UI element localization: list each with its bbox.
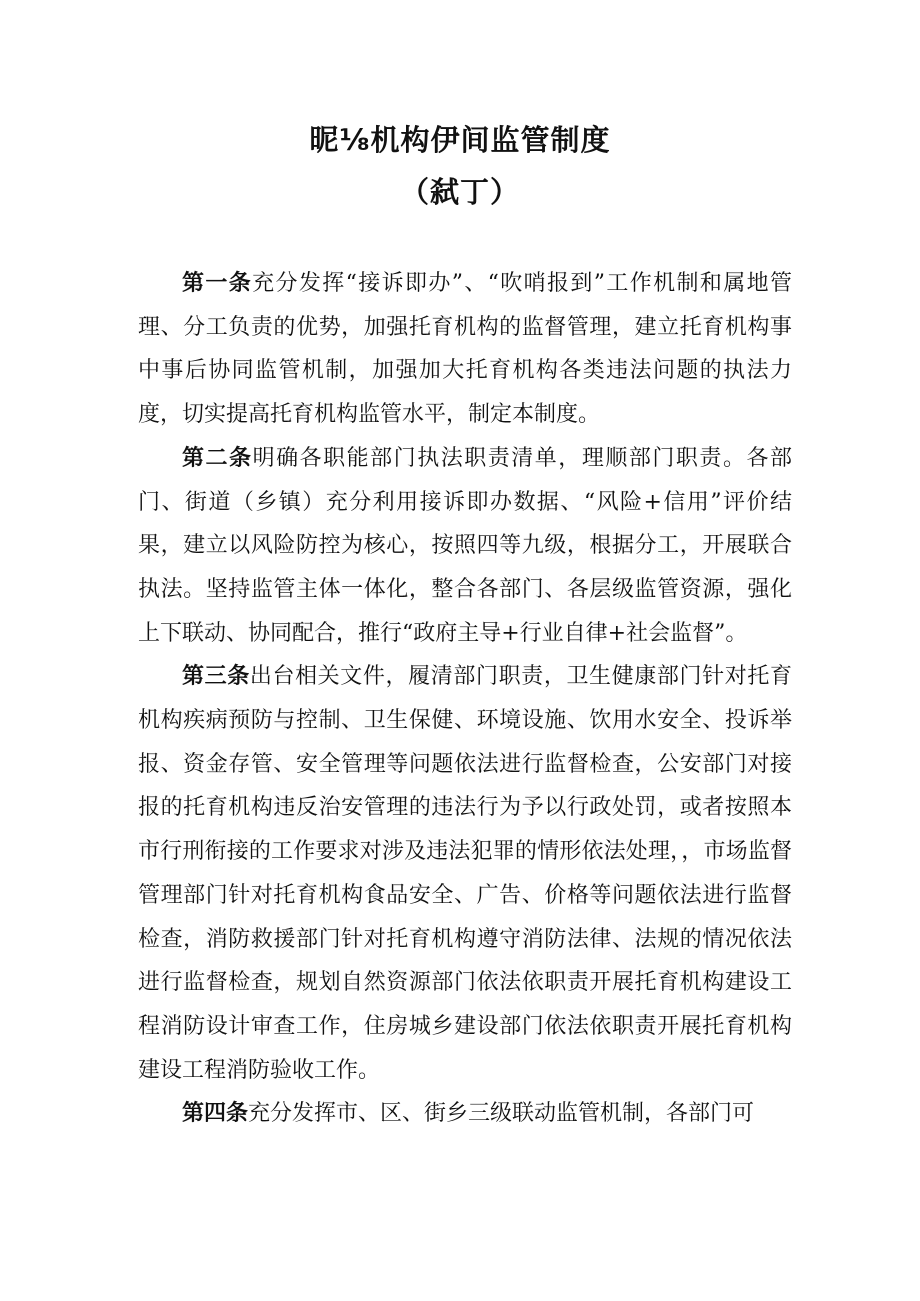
article-2-text: 明确各职能部门执法职责清单，理顺部门职责。各部门、街道（乡镇）充分利用接诉即办数据、“风险+信用”评价结果，建立以风险防控为核心，按照四等九级，根据分工，开展联合执法。坚持监管主体一体化，整合各部门、各层级监管资源，强化上下联动、协同配合，推行“政府主导+行业自律+社会监督”。 [138, 445, 792, 646]
article-4-text: 充分发挥市、区、街乡三级联动监管机制，各部门可 [248, 1101, 755, 1127]
article-4-paragraph [138, 1092, 792, 1136]
article-2-label: 第二条 [182, 445, 253, 471]
document-subtitle: （弑丁） [399, 175, 520, 209]
document-title: 昵⅛机构伊间监管制度 [309, 123, 611, 157]
article-4-label: 第四条 [182, 1101, 249, 1127]
article-3-label: 第三条 [182, 664, 250, 690]
article-1-paragraph [138, 262, 792, 437]
article-3-paragraph [138, 655, 792, 1092]
document-body [138, 262, 792, 1136]
article-3-text: 出台相关文件，履清部门职责，卫生健康部门针对托育机构疾病预防与控制、卫生保健、环境设施、饮用水安全、投诉举报、资金存管、安全管理等问题依法进行监督检查，公安部门对接报的托育机构违反治安管理的违法行为予以行政处罚，或者按照本市行刑衔接的工作要求对涉及违法犯罪的情形依法处理，，市场监督管理部门针对托育机构食品安全、广告、价格等问题依法进行监督检查，消防救援部门针对托育机构遵守消防法律、法规的情况依法进行监督检查，规划自然资源部门依法依职责开展托育机构建设工程消防设计审查工作，住房城乡建设部门依法依职责开展托育机构建设工程消防验收工作。 [138, 664, 792, 1083]
article-2-paragraph [138, 437, 792, 656]
article-1-label: 第一条 [182, 271, 253, 296]
article-1-text: 充分发挥“接诉即办”、“吹哨报到”工作机制和属地管理、分工负责的优势，加强托育机构的监督管理，建立托育机构事中事后协同监管机制，加强加大托育机构各类违法问题的执法力度，切实提高托育机构监管水平，制定本制度。 [138, 271, 792, 428]
